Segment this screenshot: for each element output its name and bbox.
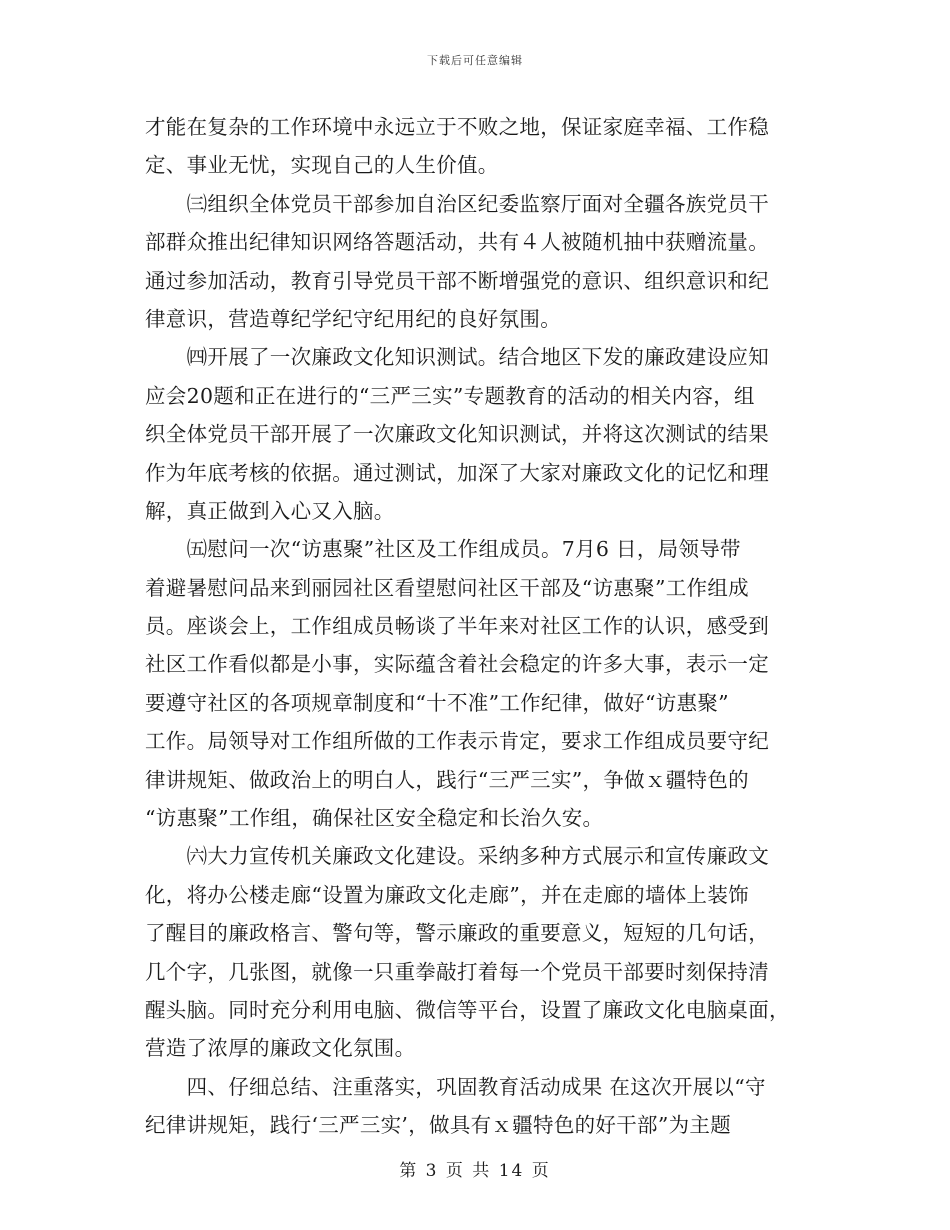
body-line: 了醒目的廉政格言、警句等，警示廉政的重要意义，短短的几句话，: [145, 921, 769, 946]
body-line: “访惠聚”工作组，确保社区安全稳定和长治久安。: [145, 806, 604, 831]
body-line: 化，将办公楼走廊“设置为廉政文化走廊”，并在走廊的墙体上装饰: [145, 882, 749, 907]
body-line: ㈢组织全体党员干部参加自治区纪委监察厅面对全疆各族党员干: [145, 191, 769, 216]
body-line: 要遵守社区的各项规章制度和“十不准”工作纪律，做好“访惠聚”: [145, 690, 729, 715]
body-line: 四、仔细总结、注重落实，巩固教育活动成果 在这次开展以“守: [145, 1074, 766, 1099]
body-line: 作为年底考核的依据。通过测试，加深了大家对廉政文化的记忆和理: [145, 460, 769, 485]
body-line: 律讲规矩、做政治上的明白人，践行“三严三实”，争做ｘ疆特色的: [145, 767, 749, 792]
page-number-footer: 第 3 页 共 14 页: [399, 1161, 551, 1181]
body-line: 织全体党员干部开展了一次廉政文化知识测试，并将这次测试的结果: [145, 422, 769, 447]
body-line: 定、事业无忧，实现自己的人生价值。: [145, 153, 499, 178]
page-header: 下载后可任意编辑: [427, 54, 523, 67]
body-line: 应会20题和正在进行的“三严三实”专题教育的活动的相关内容，组: [145, 383, 755, 408]
body-line: 部群众推出纪律知识网络答题活动，共有４人被随机抽中获赠流量。: [145, 230, 769, 255]
body-line: 解，真正做到入心又入脑。: [145, 498, 395, 523]
body-line: 纪律讲规矩，践行‘三严三实’，做具有ｘ疆特色的好干部”为主题: [145, 1113, 732, 1138]
body-line: ㈥大力宣传机关廉政文化建设。采纳多种方式展示和宣传廉政文: [145, 844, 769, 869]
body-line: 员。座谈会上，工作组成员畅谈了半年来对社区工作的认识，感受到: [145, 614, 769, 639]
body-line: 律意识，营造尊纪学纪守纪用纪的良好氛围。: [145, 306, 561, 331]
body-line: 才能在复杂的工作环境中永远立于不败之地，保证家庭幸福、工作稳: [145, 115, 769, 139]
body-line: ㈤慰问一次“访惠聚”社区及工作组成员。7月6 日，局领导带: [145, 537, 741, 562]
body-line: 几个字，几张图，就像一只重拳敲打着每一个党员干部要时刻保持清: [145, 959, 769, 984]
body-line: 营造了浓厚的廉政文化氛围。: [145, 1036, 416, 1061]
body-line: ㈣开展了一次廉政文化知识测试。结合地区下发的廉政建设应知: [145, 345, 769, 370]
body-line: 通过参加活动，教育引导党员干部不断增强党的意识、组织意识和纪: [145, 268, 769, 293]
body-line: 社区工作看似都是小事，实际蕴含着社会稳定的许多大事，表示一定: [145, 652, 769, 677]
document-body: [145, 108, 800, 1145]
body-line: 醒头脑。同时充分利用电脑、微信等平台，设置了廉政文化电脑桌面，: [145, 997, 790, 1022]
body-line: 工作。局领导对工作组所做的工作表示肯定，要求工作组成员要守纪: [145, 729, 769, 754]
body-line: 着避暑慰问品来到丽园社区看望慰问社区干部及“访惠聚”工作组成: [145, 575, 749, 600]
